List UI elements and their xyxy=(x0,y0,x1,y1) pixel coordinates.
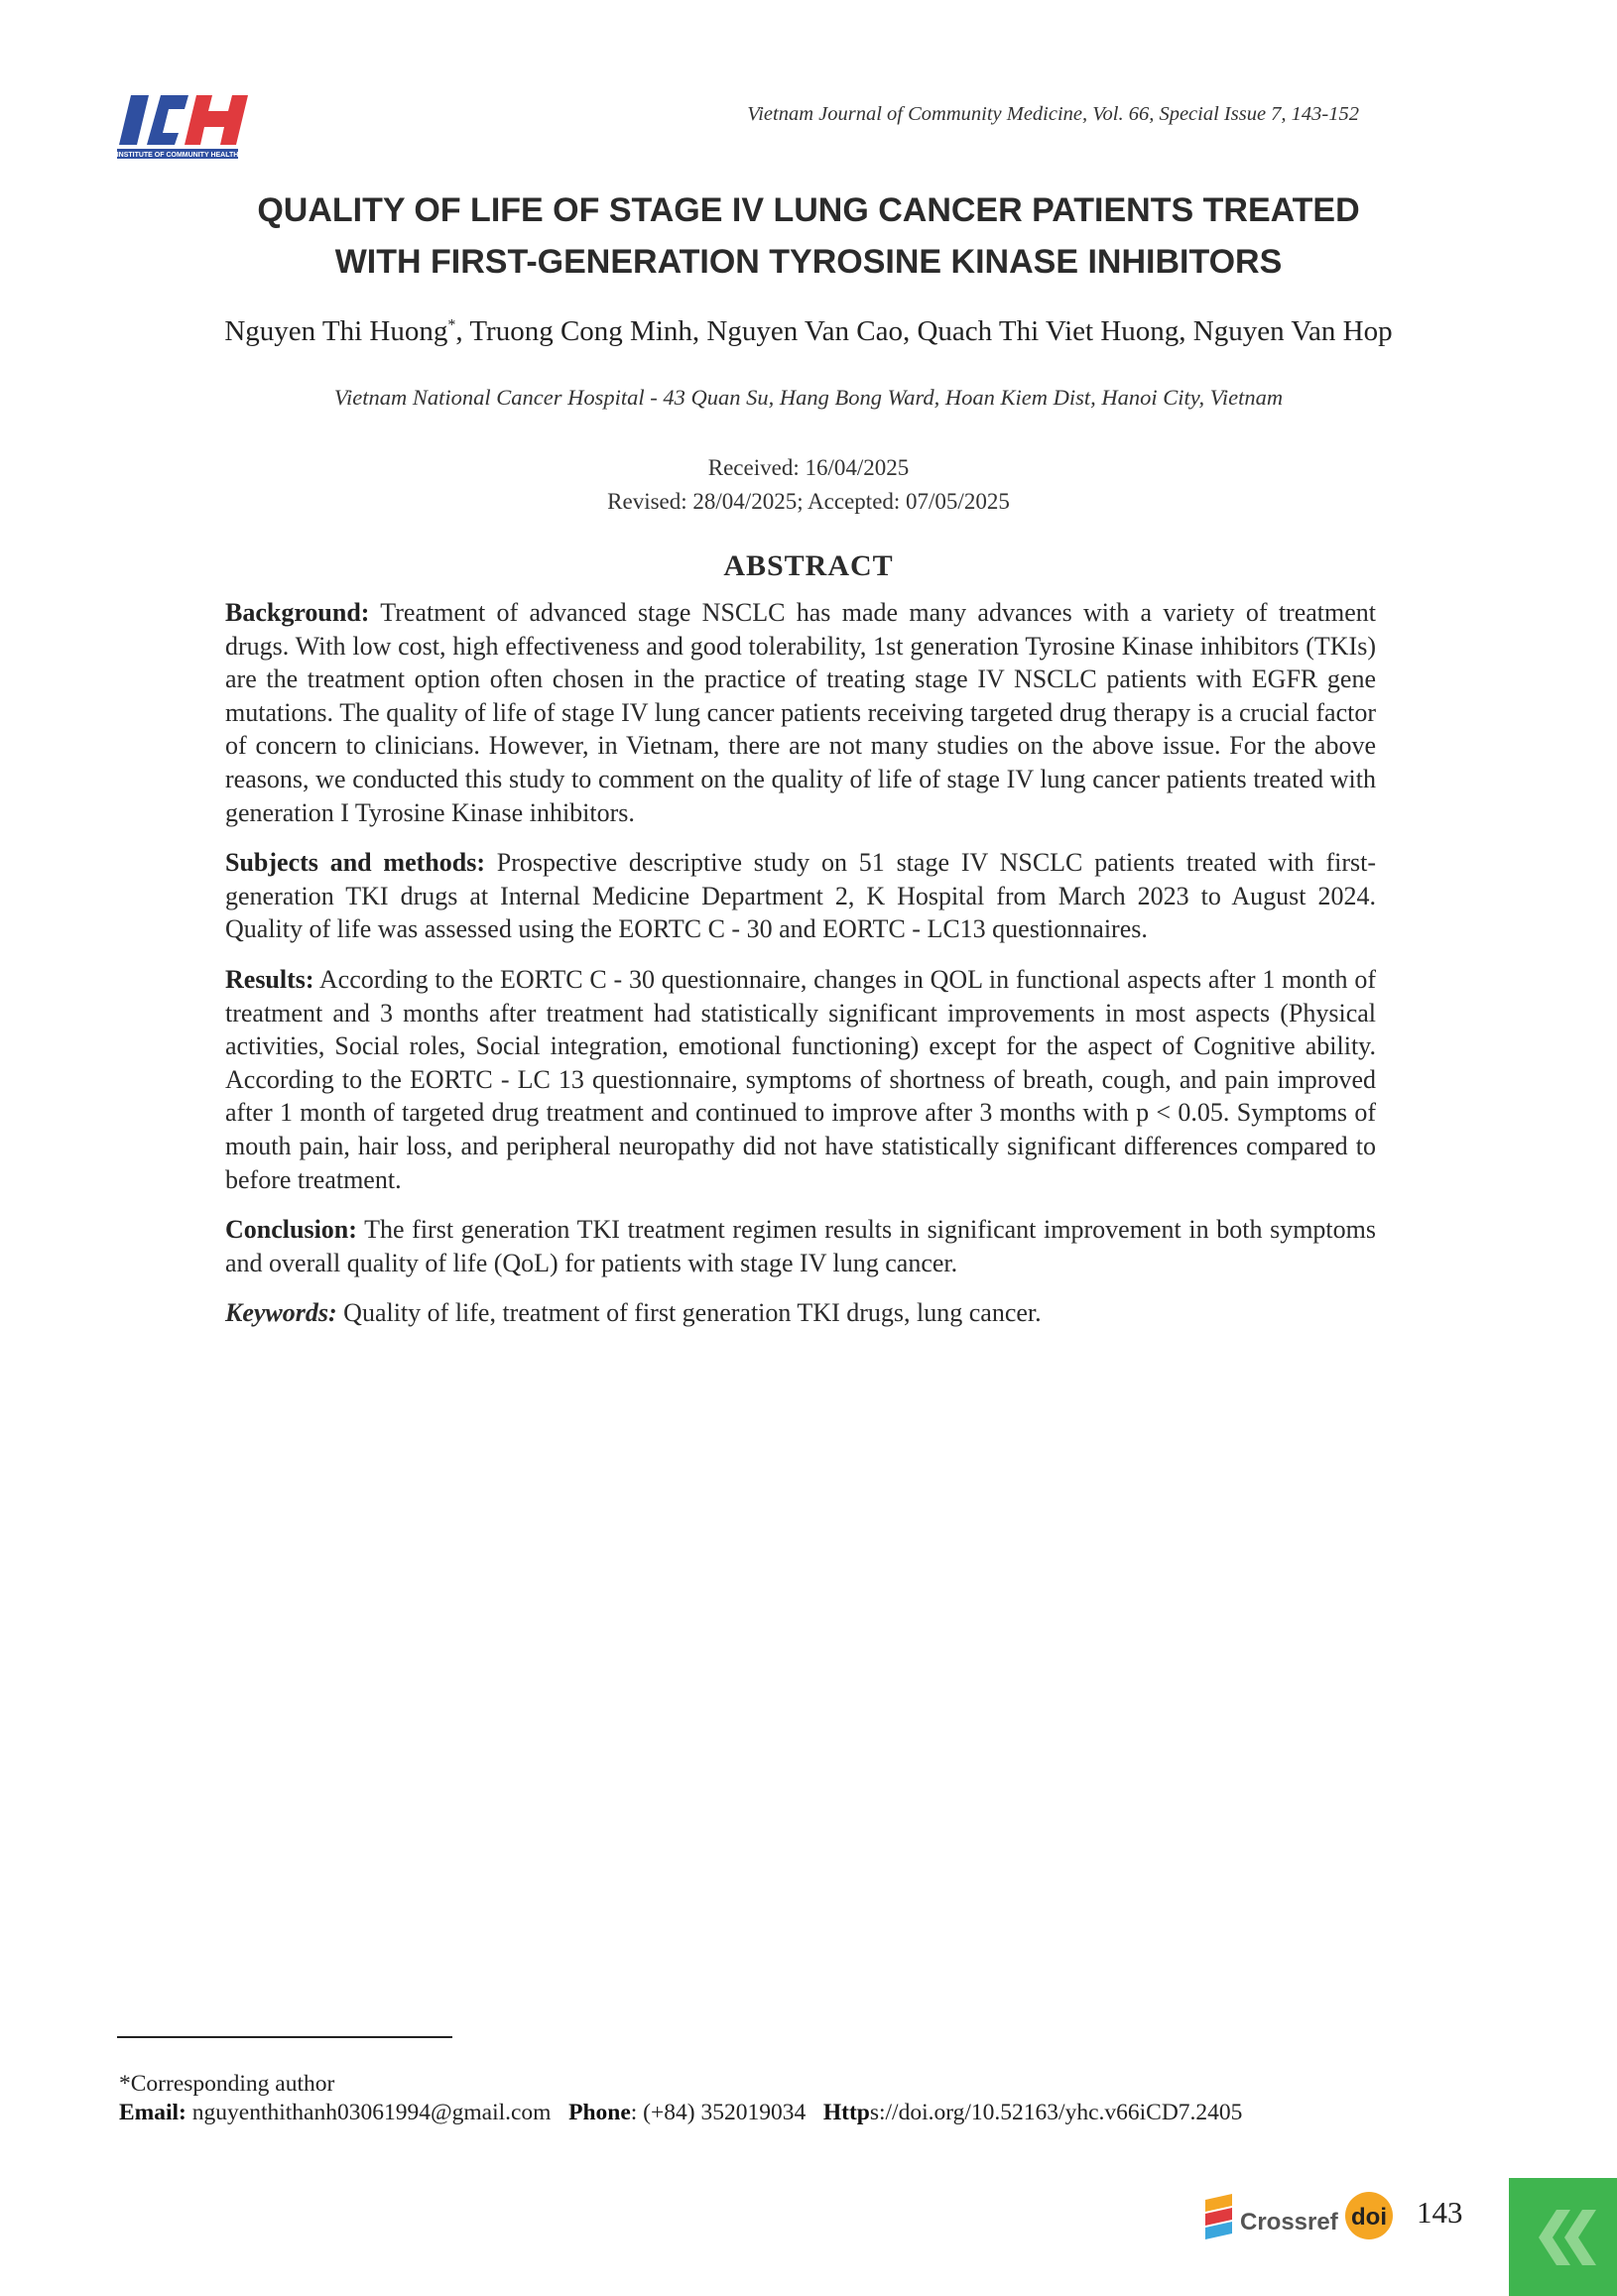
abstract-body xyxy=(225,596,1376,1347)
received-date: Received: 16/04/2025 xyxy=(707,455,910,480)
results-label: Results: xyxy=(225,964,314,994)
page-number: 143 xyxy=(1417,2195,1463,2230)
conclusion-label: Conclusion: xyxy=(225,1215,357,1245)
phone-label: Phone xyxy=(568,2100,631,2125)
article-dates xyxy=(298,451,1319,519)
results-text: According to the EORTC C - 30 questionnaire, changes in QOL in functional aspects after 1 month of treatment and 3 months after treatment had statistically significant improvements in most aspects (Physical activities, Social roles, Social integration, emotional functioning) except for the aspect of Cognitive ability. According to the EORTC - LC 13 questionnaire, symptoms of shortness of breath, cough, and pain improved after 1 month of targeted drug treatment and continued to improve after 3 months with p < 0.05. Symptoms of mouth pain, hair loss, and peripheral neuropathy did not have statistically significant differences compared to before treatment. xyxy=(225,964,1376,1194)
footnote xyxy=(119,2070,1508,2127)
journal-header: Vietnam Journal of Community Medicine, Vol. 66, Special Issue 7, 143-152 xyxy=(747,103,1359,125)
title-line-1: QUALITY OF LIFE OF STAGE IV LUNG CANCER PATIENTS TREATED xyxy=(257,191,1360,229)
background-text: Treatment of advanced stage NSCLC has made many advances with a variety of treatment drugs. With low cost, high effectiveness and good tolerability, 1st generation Tyrosine Kinase inhibitors (TKIs) are the treatment option often chosen in the practice of treating stage IV NSCLC patients with EGFR gene mutations. The quality of life of stage IV lung cancer patients receiving targeted drug therapy is a crucial factor of concern to clinicians. However, in Vietnam, there are not many studies on the above issue. For the above reasons, we conducted this study to comment on the quality of life of stage IV lung cancer patients treated with generation I Tyrosine Kinase inhibitors. xyxy=(225,598,1376,827)
background-label: Background: xyxy=(225,598,370,627)
contact-line xyxy=(119,2099,1508,2127)
keywords-text: Quality of life, treatment of first generation TKI drugs, lung cancer. xyxy=(336,1298,1042,1328)
revised-accepted-date: Revised: 28/04/2025; Accepted: 07/05/2025 xyxy=(607,489,1010,514)
svg-text:Crossref: Crossref xyxy=(1240,2209,1338,2236)
affiliation: Vietnam National Cancer Hospital - 43 Quan Su, Hang Bong Ward, Hoan Kiem Dist, Hanoi City, Vietnam xyxy=(333,385,1284,410)
abstract-results xyxy=(225,963,1376,1196)
abstract-background xyxy=(225,596,1376,829)
doi-link[interactable]: s://doi.org/10.52163/yhc.v66iCD7.2405 xyxy=(869,2100,1243,2125)
paper-title xyxy=(149,184,1468,288)
abstract-methods xyxy=(225,846,1376,946)
methods-label: Subjects and methods: xyxy=(225,848,485,878)
https-label: Http xyxy=(822,2100,870,2125)
author-list xyxy=(99,315,1518,348)
page-corner-tab xyxy=(1509,2178,1617,2296)
email-label: Email: xyxy=(119,2100,187,2125)
title-line-2: WITH FIRST-GENERATION TYROSINE KINASE INHIBITORS xyxy=(334,243,1283,281)
abstract-heading: ABSTRACT xyxy=(723,549,894,582)
svg-text:INSTITUTE OF COMMUNITY HEALTH: INSTITUTE OF COMMUNITY HEALTH xyxy=(117,152,239,159)
footnote-divider xyxy=(117,2036,452,2038)
email-link[interactable]: nguyenthithanh03061994@gmail.com xyxy=(186,2100,552,2125)
methods-text: Prospective descriptive study on 51 stage IV NSCLC patients treated with first-generation TKI drugs at Internal Medicine Department 2, K Hospital from March 2023 to August 2024. Quality of life was assessed using the EORTC C - 30 and EORTC - LC13 questionnaires. xyxy=(225,848,1376,944)
journal-logo xyxy=(117,87,248,165)
phone-value: : (+84) 352019034 xyxy=(630,2100,807,2125)
author-rest: , Truong Cong Minh, Nguyen Van Cao, Quach Thi Viet Huong, Nguyen Van Hop xyxy=(455,315,1393,347)
author-first: Nguyen Thi Huong xyxy=(224,315,448,347)
conclusion-text: The first generation TKI treatment regimen results in significant improvement in both symptoms and overall quality of life (QoL) for patients with stage IV lung cancer. xyxy=(225,1215,1376,1277)
crossref-badge[interactable] xyxy=(1202,2192,1396,2245)
abstract-keywords xyxy=(225,1296,1376,1330)
abstract-conclusion xyxy=(225,1213,1376,1279)
svg-text:doi: doi xyxy=(1351,2204,1387,2231)
crossref-doi-icon xyxy=(1202,2192,1396,2245)
corresponding-mark: * xyxy=(447,316,456,334)
ich-logo-icon xyxy=(117,87,248,165)
keywords-label: Keywords: xyxy=(225,1298,337,1328)
double-chevron-left-icon xyxy=(1509,2178,1617,2296)
corresponding-author-note: *Corresponding author xyxy=(119,2071,335,2097)
